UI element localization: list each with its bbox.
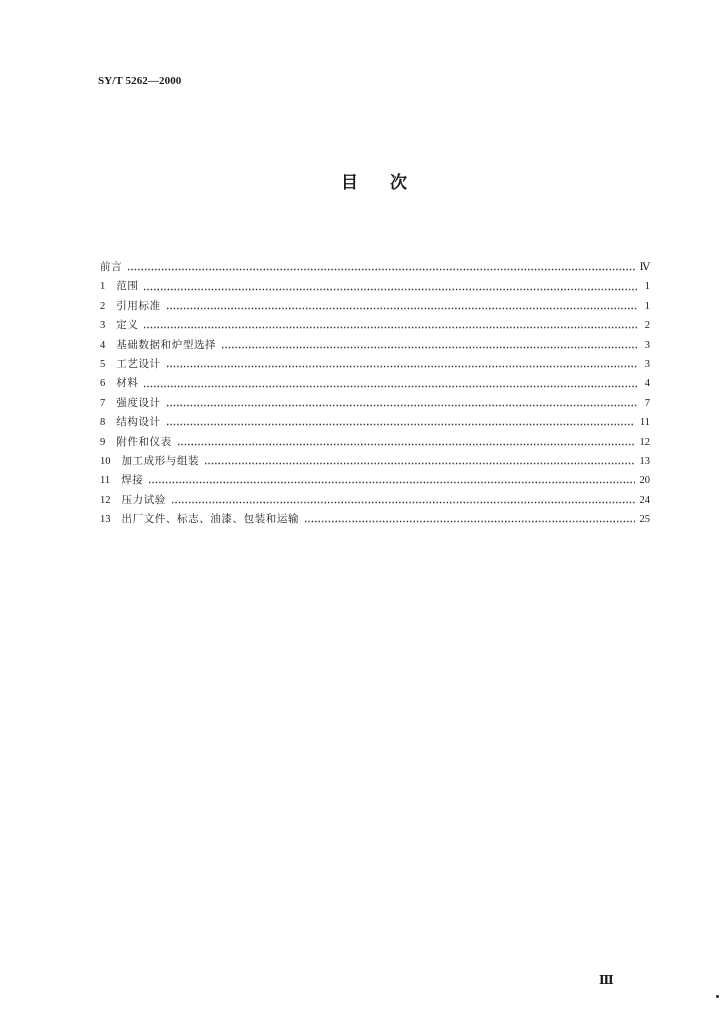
toc-entry-page: 7 [644,397,650,409]
toc-entry-page: 1 [644,300,650,312]
toc-entry-number: 5 [100,358,106,370]
toc-entry-number: 1 [100,281,106,293]
toc-entry [100,452,650,471]
standard-code-header: SY/T 5262—2000 [98,75,182,87]
dot-leader [221,346,637,349]
toc-entry-number: 3 [100,320,106,332]
toc-entry-number: 8 [100,417,106,429]
toc-entry [100,510,650,529]
toc-heading: 目 次 [341,173,407,193]
toc-entry [100,336,650,355]
toc-entry-title: 结构设计 [116,417,161,429]
table-of-contents [100,258,650,529]
dot-leader [177,443,635,446]
toc-entry-page: 3 [644,358,650,370]
toc-entry-number: 12 [100,494,111,506]
toc-entry-title: 工艺设计 [116,358,161,370]
dot-leader [166,307,637,310]
toc-entry-number: 6 [100,378,106,390]
page-number: Ⅲ [599,973,614,987]
toc-entry [100,316,650,335]
toc-entry [100,413,650,432]
toc-entry-title: 基础数据和炉型选择 [116,339,217,351]
toc-entry-page: 11 [639,417,650,429]
toc-entry-title: 出厂文件、标志、油漆、包装和运输 [121,514,300,526]
toc-entry-page: 12 [639,436,650,448]
dot-leader [143,385,637,388]
toc-entry [100,491,650,510]
toc-entry-number: 11 [100,475,111,487]
toc-entry-page: 2 [644,320,650,332]
toc-entry-number: 9 [100,436,106,448]
toc-entry [100,394,650,413]
toc-entry [100,471,650,490]
toc-entry [100,297,650,316]
dot-leader [143,288,637,291]
dot-leader [166,423,635,426]
toc-entry-title: 前言 [100,262,123,273]
scan-speck [716,995,719,998]
dot-leader [166,404,637,407]
dot-leader [204,462,634,465]
toc-entry-page: 3 [644,339,650,351]
toc-entry-title: 材料 [116,378,139,390]
toc-entry-title: 强度设计 [116,397,161,409]
toc-entry-number: 7 [100,397,106,409]
toc-entry-title: 焊接 [121,475,144,487]
toc-entry-title: 压力试验 [121,494,166,506]
toc-entry-title: 引用标准 [116,300,161,312]
toc-entry-number: 13 [100,514,111,526]
toc-entry-page: Ⅳ [639,262,650,273]
toc-entry-page: 20 [639,475,650,487]
toc-entry-title: 范围 [116,281,139,293]
toc-entry [100,433,650,452]
toc-entry-title: 加工成形与组装 [121,455,200,467]
toc-entry [100,374,650,393]
dot-leader [171,501,635,504]
toc-entry-number: 2 [100,300,106,312]
toc-entry-page: 4 [644,378,650,390]
toc-entry [100,277,650,296]
toc-entry-page: 25 [639,514,650,526]
dot-leader [127,268,634,271]
toc-entry-title: 附件和仪表 [116,436,172,448]
toc-entry-number: 4 [100,339,106,351]
toc-entry-page: 1 [644,281,650,293]
toc-entry-page: 13 [639,455,650,467]
dot-leader [148,481,634,484]
toc-entry-title: 定义 [116,320,139,332]
dot-leader [166,365,637,368]
dot-leader [304,520,634,523]
toc-entry-page: 24 [639,494,650,506]
dot-leader [143,326,637,329]
toc-entry-number: 10 [100,455,111,467]
toc-entry [100,258,650,277]
toc-entry [100,355,650,374]
